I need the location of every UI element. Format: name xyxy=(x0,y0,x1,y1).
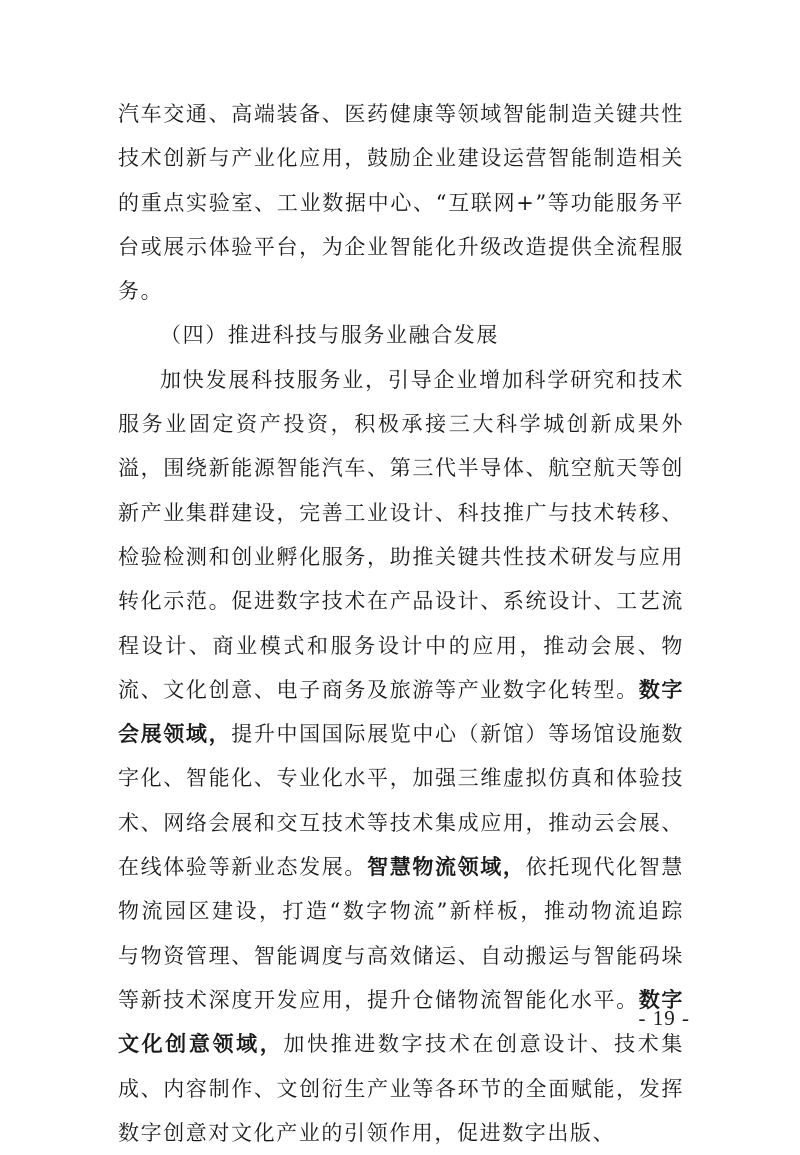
paragraph-tech-services xyxy=(118,358,684,1155)
term-digital-exhibition: 数字会展领域， xyxy=(118,677,684,747)
text-digital-culture: 加快推进数字技术在创意设计、技术集成、内容制作、文创衍生产业等各环节的全面赋能，发挥数字创意对文化产业的引领作用，促进数字出版、 xyxy=(118,1032,685,1145)
paragraph-smart-manufacturing: 汽车交通、高端装备、医药健康等领域智能制造关键共性技术创新与产业化应用，鼓励企业建设运营智能制造相关的重点实验室、工业数据中心、“互联网+”等功能服务平台或展示体验平台，为企业智能化升级改造提供全流程服务。 xyxy=(118,102,684,304)
term-smart-logistics: 智慧物流领域， xyxy=(367,855,526,880)
text-digital-exhibition: 提升中国国际展览中心（新馆）等场馆设施数字化、智能化、专业化水平，加强三维虚拟仿真和体验技术、网络会展和交互技术等技术集成应用，推动云会展、在线体验等新业态发展。 xyxy=(118,722,685,880)
section-heading-4: （四）推进科技与服务业融合发展 xyxy=(160,323,499,348)
paragraph-intro: 加快发展科技服务业，引导企业增加科学研究和技术服务业固定资产投资，积极承接三大科学城创新成果外溢，围绕新能源智能汽车、第三代半导体、航空航天等创新产业集群建设，完善工业设计、科技推广与技术转移、检验检测和创业孵化服务，助推关键共性技术研发与应用转化示范。促进数字技术在产品设计、系统设计、工艺流程设计、商业模式和服务设计中的应用，推动会展、物流、文化创意、电子商务及旅游等产业数字化转型。 xyxy=(118,367,684,702)
body-text xyxy=(118,92,684,1155)
page-number: - 19 - xyxy=(638,1006,690,1030)
text-smart-logistics: 依托现代化智慧物流园区建设，打造“数字物流”新样板，推动物流追踪与物资管理、智能调度与高效储运、自动搬运与智能码垛等新技术深度开发应用，提升仓储物流智能化水平。 xyxy=(118,855,685,1012)
term-digital-culture: 数字文化创意领域， xyxy=(118,987,684,1057)
